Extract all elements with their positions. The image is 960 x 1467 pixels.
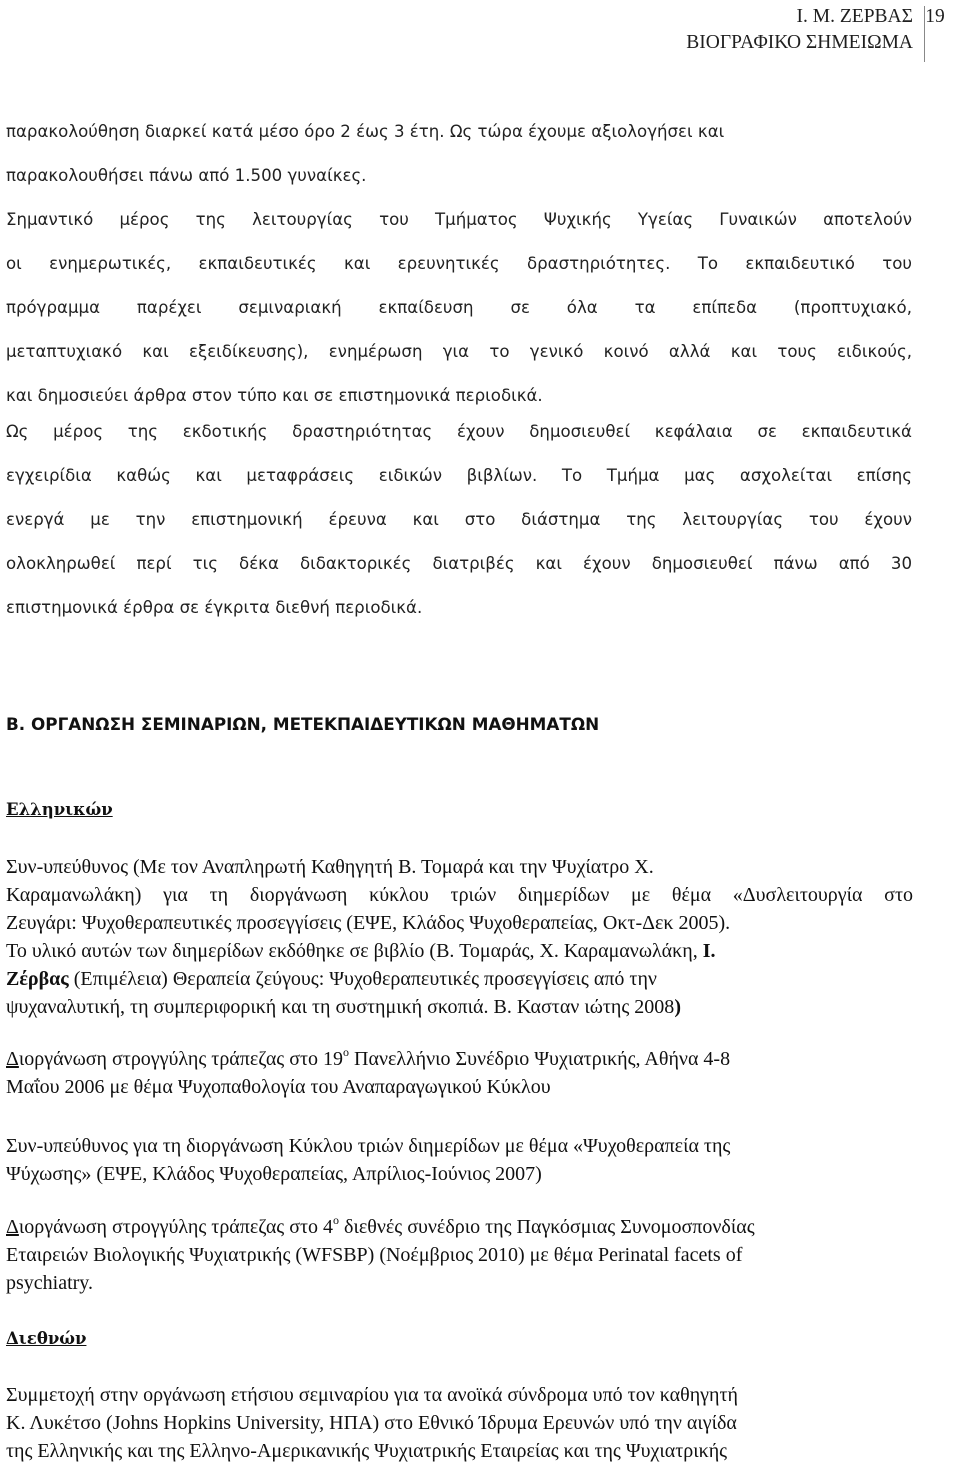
text-line: της Ελληνικής και της Ελληνο-Αμερικανικής Ψυχιατρικής Εταιρείας και της Ψυχιατρικής bbox=[6, 1440, 728, 1462]
text-line bbox=[6, 853, 913, 881]
word: Αναπληρωτή bbox=[201, 856, 307, 878]
text-line-content: Το υλικό αυτών των διημερίδων εκδόθηκε σε βιβλίο (Β. Τομαράς, Χ. Καραμανωλάκη, bbox=[6, 940, 698, 962]
text-line: εγχειρίδια καθώς και μεταφράσεις ειδικών βιβλίων. Το Τμήμα μας ασχολείται επίσης bbox=[6, 466, 912, 485]
entry-workshop-cycle bbox=[6, 853, 913, 1021]
underlined-letter: Δ bbox=[6, 1216, 19, 1238]
text-line: Ψύχωσης» (ΕΨΕ, Κλάδος Ψυχοθεραπείας, Απρίλιος-Ιούνιος 2007) bbox=[6, 1163, 542, 1185]
text-line: Μαΐου 2006 με θέμα Ψυχοπαθολογία του Αναπαραγωγικού Κύκλου bbox=[6, 1076, 551, 1098]
word: Συν-υπεύθυνος bbox=[6, 856, 128, 878]
underlined-letter: Δ bbox=[6, 1048, 19, 1070]
text-line bbox=[6, 110, 912, 154]
text-line: οι ενημερωτικές, εκπαιδευτικές και ερευνητικές δραστηριότητες. Το εκπαιδευτικό του bbox=[6, 254, 912, 273]
author-initial: Ι. bbox=[702, 940, 716, 962]
text-line: Καραμανωλάκη) για τη διοργάνωση κύκλου τριών διημερίδων με θέμα «Δυσλειτουργία στο bbox=[6, 884, 913, 906]
text-line: ενεργά με την επιστημονική έρευνα και στο διάστημα της λειτουργίας του έχουν bbox=[6, 510, 912, 529]
ordinal-superscript: ο bbox=[343, 1045, 350, 1059]
word: (Επιμέλεια) bbox=[73, 968, 168, 990]
subheading-international: Διεθνών bbox=[6, 1329, 87, 1348]
closing-parenthesis: ) bbox=[674, 996, 681, 1018]
header-document-title: ΒΙΟΓΡΑΦΙΚΟ ΣΗΜΕΙΩΜΑ bbox=[686, 32, 913, 53]
word: την bbox=[519, 856, 547, 878]
text-line: psychiatry. bbox=[6, 1272, 94, 1294]
word: Θεραπεία bbox=[172, 968, 251, 990]
text-line: παρακολουθήσει πάνω από 1.500 γυναίκες. bbox=[6, 166, 367, 185]
entry-dementia-seminar bbox=[6, 1381, 913, 1465]
page-number: 19 bbox=[925, 6, 945, 27]
word: Ψυχοθεραπευτικές bbox=[329, 968, 480, 990]
text-line bbox=[6, 993, 913, 1021]
text-line-content: ιοργάνωση στρογγύλης τράπεζας στο 19 bbox=[18, 1048, 344, 1070]
word: και bbox=[488, 856, 515, 878]
text-line: Συν-υπεύθυνος για τη διοργάνωση Κύκλου τριών διημερίδων με θέμα «Ψυχοθεραπεία της bbox=[6, 1135, 731, 1157]
text-line-content: ιοργάνωση στρογγύλης τράπεζας στο 4 bbox=[18, 1216, 334, 1238]
text-line: επιστημονικά έρθρα σε έγκριτα διεθνή περιοδικά. bbox=[6, 598, 423, 617]
text-line-content: Πανελλήνιο Συνέδριο Ψυχιατρικής, Αθήνα 4-8 bbox=[349, 1048, 731, 1070]
text-line: Εταιρειών Βιολογικής Ψυχιατρικής (WFSBP) (Νοέμβριος 2010) με θέμα Perinatal facets of bbox=[6, 1244, 743, 1266]
text-line bbox=[6, 1045, 913, 1073]
text-line: και δημοσιεύει άρθρα στον τύπο και σε επιστημονικά περιοδικά. bbox=[6, 386, 543, 405]
word: Ψυχίατρο bbox=[551, 856, 630, 878]
word: την bbox=[629, 968, 657, 990]
paragraph-activities bbox=[6, 198, 912, 418]
word: προσεγγίσεις bbox=[484, 968, 589, 990]
author-surname: Ζέρβας bbox=[6, 968, 69, 990]
text-line bbox=[6, 937, 913, 965]
text-line: Κ. Λυκέτσο (Johns Hopkins University, ΗΠΑ) στο Εθνικό Ίδρυμα Ερευνών υπό την αιγίδα bbox=[6, 1412, 737, 1434]
word: Χ. bbox=[634, 856, 654, 878]
text-line: Ζευγάρι: Ψυχοθεραπευτικές προσεγγίσεις (ΕΨΕ, Κλάδος Ψυχοθεραπείας, Οκτ-Δεκ 2005). bbox=[6, 912, 731, 934]
word: Β. bbox=[398, 856, 417, 878]
text-line bbox=[6, 965, 913, 993]
subheading-greek: Ελληνικών bbox=[6, 800, 113, 819]
entry-round-table-2006 bbox=[6, 1045, 913, 1101]
text-line-content: ψυχαναλυτική, τη συμπεριφορική και τη συστημική σκοπιά. Β. Κασταν ιώτης 2008 bbox=[6, 996, 675, 1018]
word: Καθηγητή bbox=[311, 856, 394, 878]
paragraph-continuation bbox=[6, 110, 912, 198]
entry-round-table-wfsbp bbox=[6, 1213, 913, 1297]
word: ζεύγους: bbox=[255, 968, 325, 990]
ordinal-superscript: ο bbox=[333, 1213, 340, 1227]
text-line: ολοκληρωθεί περί τις δέκα διδακτορικές διατριβές και έχουν δημοσιευθεί πάνω από 30 bbox=[6, 554, 912, 573]
text-line: πρόγραμμα παρέχει σεμιναριακή εκπαίδευση σε όλα τα επίπεδα (προπτυχιακό, bbox=[6, 298, 912, 317]
header-author: Ι. Μ. ΖΕΡΒΑΣ bbox=[796, 6, 913, 27]
word: από bbox=[593, 968, 625, 990]
text-line: μεταπτυχιακό και εξειδίκευσης), ενημέρωση για το γενικό κοινό αλλά και τους ειδικούς, bbox=[6, 342, 912, 361]
text-line bbox=[6, 1213, 913, 1241]
paragraph-publications bbox=[6, 410, 912, 630]
section-heading: Β. ΟΡΓΑΝΩΣΗ ΣΕΜΙΝΑΡΙΩΝ, ΜΕΤΕΚΠΑΙΔΕΥΤΙΚΩΝ ΜΑΘΗΜΑΤΩΝ bbox=[6, 714, 600, 734]
text-line: Σημαντικό μέρος της λειτουργίας του Τμήματος Ψυχικής Υγείας Γυναικών αποτελούν bbox=[6, 210, 912, 229]
word: Τομαρά bbox=[421, 856, 484, 878]
entry-psychosis-workshops bbox=[6, 1132, 913, 1188]
text-line-content: διεθνές συνέδριο της Παγκόσμιας Συνομοσπονδίας bbox=[339, 1216, 755, 1238]
text-line-content: παρακολούθηση διαρκεί κατά μέσο όρο 2 έως 3 έτη. Ως τώρα έχουμε αξιολογήσει και bbox=[6, 122, 725, 141]
page-header bbox=[0, 6, 960, 62]
text-line: Συμμετοχή στην οργάνωση ετήσιου σεμιναρίου για τα ανοϊκά σύνδρομα υπό τον καθηγητή bbox=[6, 1384, 738, 1406]
text-line: Ως μέρος της εκδοτικής δραστηριότητας έχουν δημοσιευθεί κεφάλαια σε εκπαιδευτικά bbox=[6, 422, 912, 441]
word: (Με bbox=[133, 856, 166, 878]
word: τον bbox=[170, 856, 198, 878]
